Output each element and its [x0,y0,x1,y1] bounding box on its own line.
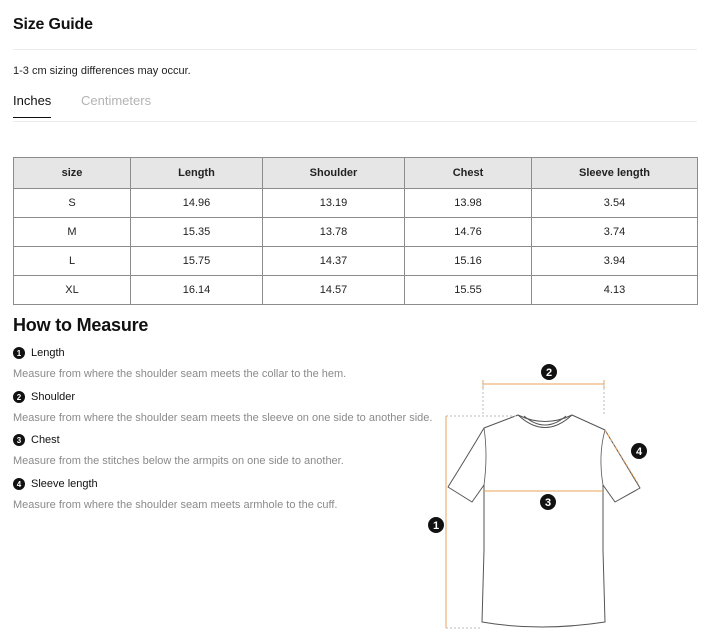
column-header-length: Length [131,158,263,189]
number-1-icon: 1 [13,347,25,359]
measure-description: Measure from where the shoulder seam meets the sleeve on one side to another side. [13,412,433,424]
column-header-chest: Chest [405,158,532,189]
marker-2-label: 2 [545,367,553,379]
unit-tabs [13,93,697,122]
number-3-icon: 3 [13,434,25,446]
measure-item-length [13,347,346,380]
marker-2 [541,364,557,380]
cell-size: L [14,247,131,276]
how-to-measure-title: How to Measure [13,315,149,335]
cell-length: 14.96 [131,189,263,218]
measure-label: Chest [31,434,60,446]
marker-1-label: 1 [432,520,440,532]
column-header-size: size [14,158,131,189]
page-title: Size Guide [13,16,93,33]
table-row [14,218,698,247]
measure-label: Length [31,347,65,359]
tshirt-diagram [420,360,660,635]
measure-description: Measure from where the shoulder seam meets the collar to the hem. [13,368,347,380]
cell-chest: 14.76 [405,218,532,247]
cell-size: S [14,189,131,218]
table-row [14,189,698,218]
tab-inches[interactable]: Inches [13,93,51,118]
cell-sleeve-length: 3.54 [532,189,698,218]
measure-item-shoulder [13,391,432,424]
cell-chest: 15.55 [405,276,532,305]
number-2-icon: 2 [13,391,25,403]
measure-item-sleeve-length [13,478,337,511]
cell-shoulder: 14.57 [263,276,405,305]
table-row [14,247,698,276]
number-4-icon: 4 [13,478,25,490]
cell-length: 15.75 [131,247,263,276]
measure-description: Measure from where the shoulder seam meets armhole to the cuff. [13,499,338,511]
cell-size: XL [14,276,131,305]
marker-3 [540,494,556,510]
table-header-row [14,158,698,189]
sizing-note: 1-3 cm sizing differences may occur. [13,65,191,77]
measure-description: Measure from the stitches below the armpits on one side to another. [13,455,344,467]
table-row [14,276,698,305]
divider [13,49,697,50]
cell-size: M [14,218,131,247]
cell-shoulder: 14.37 [263,247,405,276]
cell-sleeve-length: 3.94 [532,247,698,276]
marker-4-label: 4 [635,446,643,458]
measure-label: Shoulder [31,391,76,403]
cell-sleeve-length: 4.13 [532,276,698,305]
cell-shoulder: 13.19 [263,189,405,218]
marker-3-label: 3 [544,497,552,509]
cell-shoulder: 13.78 [263,218,405,247]
tshirt-outline-icon [448,415,640,627]
measure-item-chest [13,434,344,467]
tab-centimeters[interactable]: Centimeters [81,93,152,108]
cell-sleeve-length: 3.74 [532,218,698,247]
cell-chest: 15.16 [405,247,532,276]
cell-chest: 13.98 [405,189,532,218]
column-header-shoulder: Shoulder [263,158,405,189]
cell-length: 15.35 [131,218,263,247]
marker-1 [428,517,444,533]
cell-length: 16.14 [131,276,263,305]
marker-4 [631,443,647,459]
size-table [13,157,698,305]
measure-label: Sleeve length [31,478,98,490]
column-header-sleeve-length: Sleeve length [532,158,698,189]
